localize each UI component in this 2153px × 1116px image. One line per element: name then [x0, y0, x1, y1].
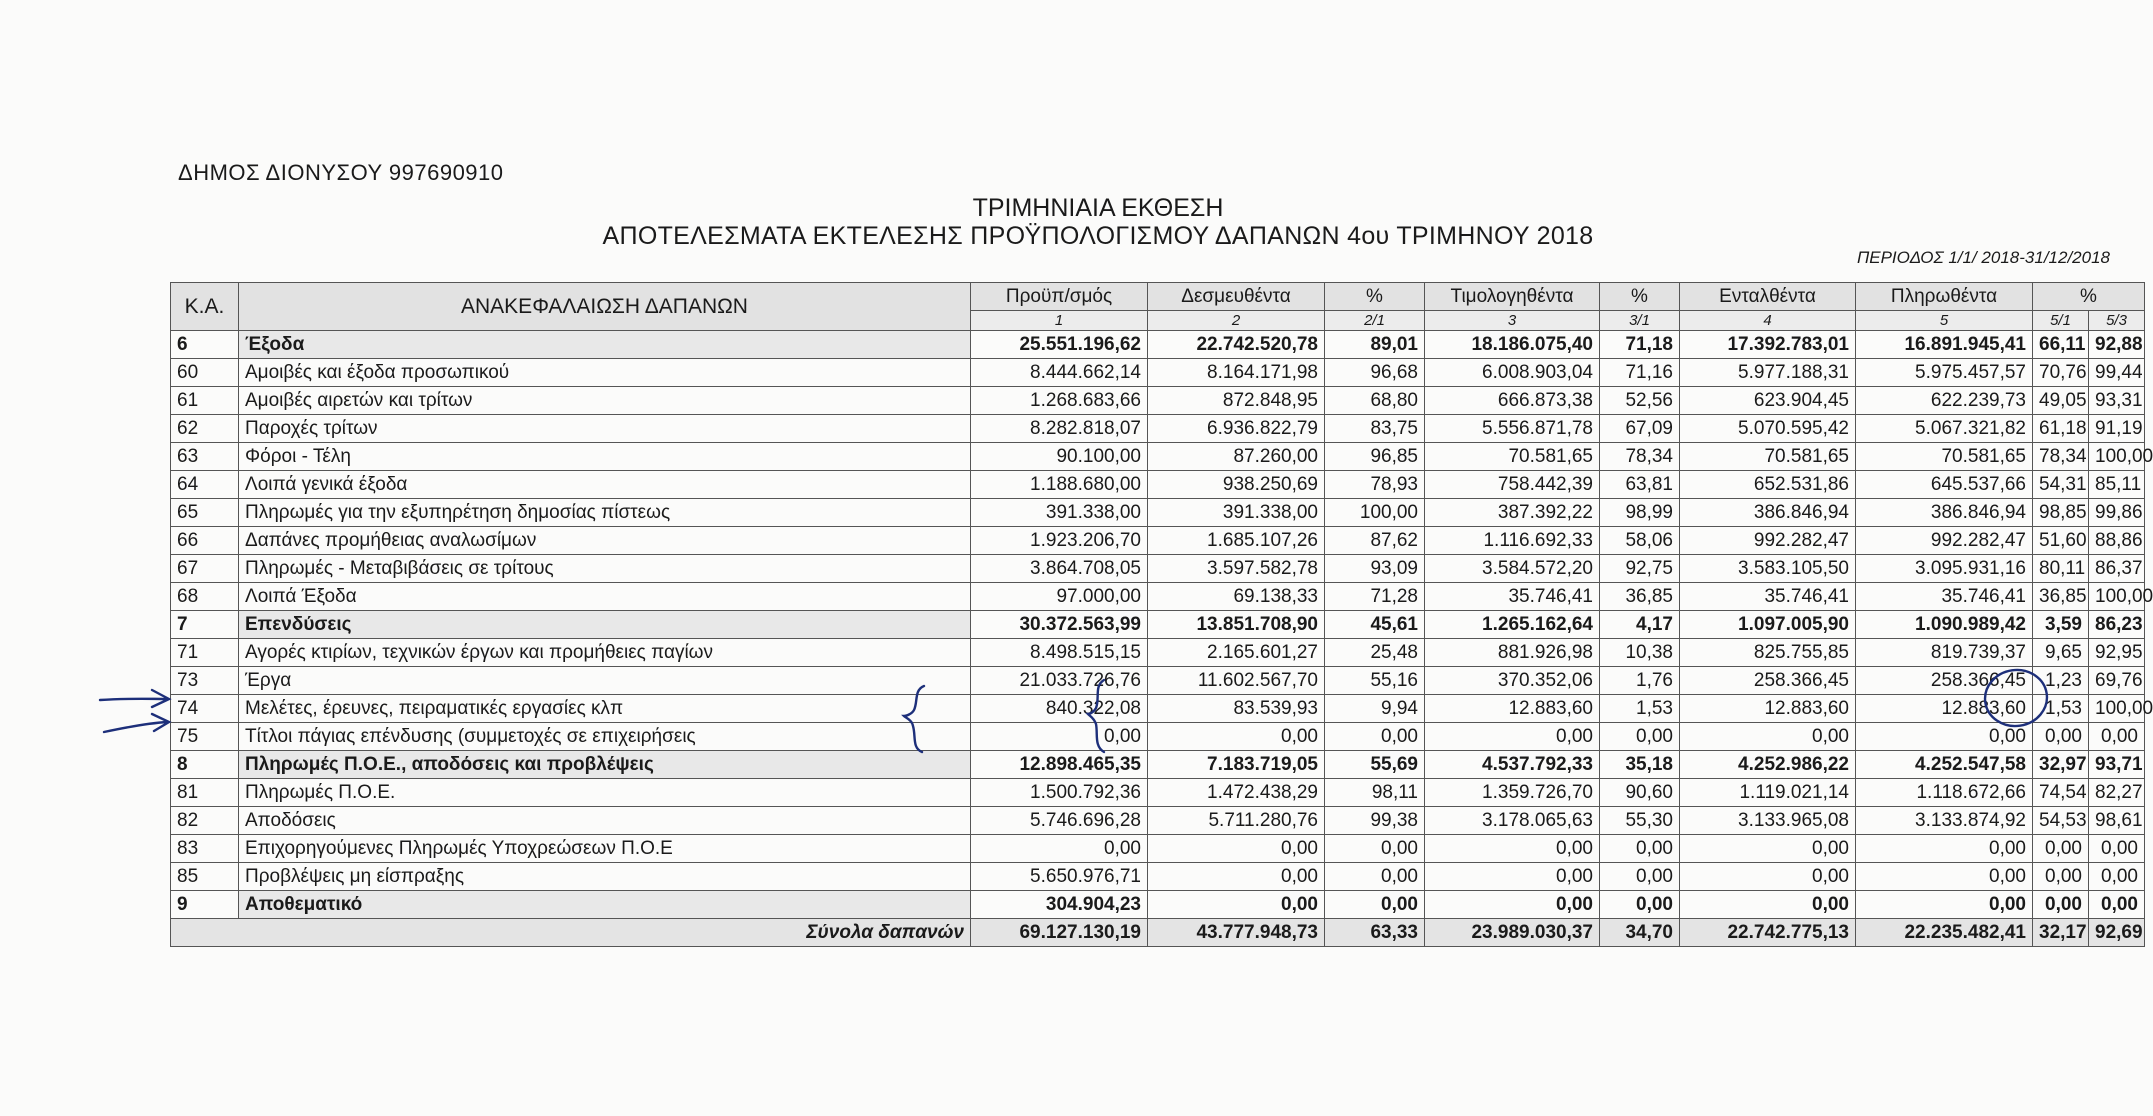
cell-invoiced: 3.584.572,20 [1425, 555, 1600, 583]
cell-pct-committed: 0,00 [1325, 891, 1425, 919]
cell-budget: 21.033.726,76 [971, 667, 1148, 695]
cell-ordered: 5.977.188,31 [1680, 359, 1856, 387]
cell-pct-paid-budget: 80,11 [2033, 555, 2089, 583]
cell-committed: 0,00 [1148, 723, 1325, 751]
cell-committed: 6.936.822,79 [1148, 415, 1325, 443]
cell-invoiced: 1.116.692,33 [1425, 527, 1600, 555]
cell-pct-paid-invoiced: 0,00 [2089, 891, 2145, 919]
cell-pct-committed: 0,00 [1325, 863, 1425, 891]
cell-pct-committed: 96,68 [1325, 359, 1425, 387]
cell-budget: 8.444.662,14 [971, 359, 1148, 387]
cell-invoiced: 3.178.065,63 [1425, 807, 1600, 835]
table-row [171, 723, 2145, 751]
cell-ka: 68 [171, 583, 239, 611]
cell-paid: 0,00 [1856, 835, 2033, 863]
cell-invoiced: 666.873,38 [1425, 387, 1600, 415]
cell-pct-paid-budget: 0,00 [2033, 891, 2089, 919]
cell-pct-paid-budget: 61,18 [2033, 415, 2089, 443]
table-row [171, 863, 2145, 891]
cell-pct-invoiced: 90,60 [1600, 779, 1680, 807]
cell-paid: 5.067.321,82 [1856, 415, 2033, 443]
total-budget: 69.127.130,19 [971, 919, 1148, 947]
total-pct-paid-budget: 32,17 [2033, 919, 2089, 947]
cell-ka: 81 [171, 779, 239, 807]
cell-invoiced: 0,00 [1425, 863, 1600, 891]
cell-invoiced: 0,00 [1425, 723, 1600, 751]
cell-invoiced: 6.008.903,04 [1425, 359, 1600, 387]
cell-pct-paid-invoiced: 91,19 [2089, 415, 2145, 443]
cell-pct-invoiced: 63,81 [1600, 471, 1680, 499]
cell-pct-paid-budget: 9,65 [2033, 639, 2089, 667]
total-invoiced: 23.989.030,37 [1425, 919, 1600, 947]
cell-invoiced: 18.186.075,40 [1425, 331, 1600, 359]
cell-budget: 391.338,00 [971, 499, 1148, 527]
report-title: ΤΡΙΜΗΝΙΑΙΑ ΕΚΘΕΣΗ [972, 194, 1224, 222]
cell-pct-paid-invoiced: 0,00 [2089, 723, 2145, 751]
cell-pct-committed: 89,01 [1325, 331, 1425, 359]
cell-pct-committed: 78,93 [1325, 471, 1425, 499]
cell-committed: 0,00 [1148, 891, 1325, 919]
cell-pct-invoiced: 36,85 [1600, 583, 1680, 611]
cell-pct-committed: 9,94 [1325, 695, 1425, 723]
cell-pct-paid-invoiced: 86,23 [2089, 611, 2145, 639]
cell-ka: 85 [171, 863, 239, 891]
report-period: ΠΕΡΙΟΔΟΣ 1/1/ 2018-31/12/2018 [1856, 248, 2110, 267]
cell-pct-invoiced: 10,38 [1600, 639, 1680, 667]
cell-budget: 0,00 [971, 835, 1148, 863]
cell-paid: 3.095.931,16 [1856, 555, 2033, 583]
cell-pct-committed: 87,62 [1325, 527, 1425, 555]
cell-budget: 97.000,00 [971, 583, 1148, 611]
table-row [171, 779, 2145, 807]
cell-description: Μελέτες, έρευνες, πειραματικές εργασίες κλπ [239, 695, 971, 723]
cell-pct-paid-invoiced: 99,86 [2089, 499, 2145, 527]
table-row [171, 331, 2145, 359]
cell-description: Έξοδα [239, 331, 971, 359]
cell-pct-invoiced: 1,76 [1600, 667, 1680, 695]
cell-pct-paid-budget: 32,97 [2033, 751, 2089, 779]
col-header-description: ΑΝΑΚΕΦΑΛΑΙΩΣΗ ΔΑΠΑΝΩΝ [239, 283, 971, 331]
cell-description: Πληρωμές Π.Ο.Ε., αποδόσεις και προβλέψεις [239, 751, 971, 779]
cell-committed: 87.260,00 [1148, 443, 1325, 471]
table-row [171, 583, 2145, 611]
cell-description: Αμοιβές αιρετών και τρίτων [239, 387, 971, 415]
cell-pct-paid-budget: 0,00 [2033, 723, 2089, 751]
cell-budget: 5.746.696,28 [971, 807, 1148, 835]
cell-committed: 8.164.171,98 [1148, 359, 1325, 387]
cell-pct-paid-budget: 49,05 [2033, 387, 2089, 415]
cell-ka: 65 [171, 499, 239, 527]
cell-pct-paid-invoiced: 82,27 [2089, 779, 2145, 807]
cell-pct-paid-invoiced: 100,00 [2089, 695, 2145, 723]
pen-arrow-icon-row-74 [104, 714, 169, 732]
cell-ka: 63 [171, 443, 239, 471]
total-ordered: 22.742.775,13 [1680, 919, 1856, 947]
cell-pct-paid-budget: 1,53 [2033, 695, 2089, 723]
cell-ka: 61 [171, 387, 239, 415]
cell-budget: 304.904,23 [971, 891, 1148, 919]
cell-ka: 6 [171, 331, 239, 359]
cell-committed: 1.685.107,26 [1148, 527, 1325, 555]
cell-committed: 11.602.567,70 [1148, 667, 1325, 695]
table-row [171, 359, 2145, 387]
cell-ordered: 1.097.005,90 [1680, 611, 1856, 639]
cell-pct-paid-budget: 70,76 [2033, 359, 2089, 387]
cell-pct-committed: 55,69 [1325, 751, 1425, 779]
cell-budget: 1.500.792,36 [971, 779, 1148, 807]
pen-arrow-icon-row-73 [100, 690, 169, 707]
table-row [171, 471, 2145, 499]
subheader-pct-invoiced: 3/1 [1600, 311, 1680, 331]
cell-invoiced: 758.442,39 [1425, 471, 1600, 499]
cell-pct-paid-budget: 74,54 [2033, 779, 2089, 807]
cell-pct-paid-invoiced: 100,00 [2089, 443, 2145, 471]
cell-description: Λοιπά γενικά έξοδα [239, 471, 971, 499]
subheader-ordered: 4 [1680, 311, 1856, 331]
cell-committed: 3.597.582,78 [1148, 555, 1325, 583]
table-row [171, 695, 2145, 723]
cell-ka: 64 [171, 471, 239, 499]
cell-pct-committed: 25,48 [1325, 639, 1425, 667]
cell-description: Πληρωμές για την εξυπηρέτηση δημοσίας πίστεως [239, 499, 971, 527]
cell-committed: 2.165.601,27 [1148, 639, 1325, 667]
cell-pct-committed: 0,00 [1325, 723, 1425, 751]
cell-paid: 12.883,60 [1856, 695, 2033, 723]
cell-pct-invoiced: 71,18 [1600, 331, 1680, 359]
cell-committed: 0,00 [1148, 863, 1325, 891]
cell-description: Φόροι - Τέλη [239, 443, 971, 471]
cell-ordered: 3.133.965,08 [1680, 807, 1856, 835]
cell-ka: 67 [171, 555, 239, 583]
cell-pct-committed: 83,75 [1325, 415, 1425, 443]
cell-ordered: 0,00 [1680, 863, 1856, 891]
subheader-invoiced: 3 [1425, 311, 1600, 331]
cell-paid: 992.282,47 [1856, 527, 2033, 555]
total-paid: 22.235.482,41 [1856, 919, 2033, 947]
table-row [171, 415, 2145, 443]
cell-budget: 90.100,00 [971, 443, 1148, 471]
cell-invoiced: 1.359.726,70 [1425, 779, 1600, 807]
cell-ka: 82 [171, 807, 239, 835]
cell-pct-paid-budget: 0,00 [2033, 863, 2089, 891]
table-header-row [171, 283, 2145, 311]
cell-pct-committed: 45,61 [1325, 611, 1425, 639]
cell-description: Αγορές κτιρίων, τεχνικών έργων και προμήθειες παγίων [239, 639, 971, 667]
cell-pct-paid-invoiced: 99,44 [2089, 359, 2145, 387]
cell-budget: 1.188.680,00 [971, 471, 1148, 499]
cell-description: Επενδύσεις [239, 611, 971, 639]
cell-pct-paid-invoiced: 93,31 [2089, 387, 2145, 415]
table-row [171, 639, 2145, 667]
cell-ordered: 0,00 [1680, 835, 1856, 863]
cell-invoiced: 35.746,41 [1425, 583, 1600, 611]
cell-pct-invoiced: 0,00 [1600, 723, 1680, 751]
cell-pct-invoiced: 0,00 [1600, 891, 1680, 919]
subheader-pct-paid-budget: 5/1 [2033, 311, 2089, 331]
total-pct-paid-invoiced: 92,69 [2089, 919, 2145, 947]
cell-paid: 3.133.874,92 [1856, 807, 2033, 835]
cell-committed: 69.138,33 [1148, 583, 1325, 611]
cell-pct-invoiced: 98,99 [1600, 499, 1680, 527]
cell-paid: 1.090.989,42 [1856, 611, 2033, 639]
cell-budget: 12.898.465,35 [971, 751, 1148, 779]
cell-paid: 0,00 [1856, 723, 2033, 751]
cell-ordered: 35.746,41 [1680, 583, 1856, 611]
cell-pct-committed: 93,09 [1325, 555, 1425, 583]
cell-invoiced: 12.883,60 [1425, 695, 1600, 723]
cell-pct-paid-invoiced: 88,86 [2089, 527, 2145, 555]
col-header-paid: Πληρωθέντα [1856, 283, 2033, 311]
cell-description: Επιχορηγούμενες Πληρωμές Υποχρεώσεων Π.Ο.Ε [239, 835, 971, 863]
col-header-pct-paid: % [2033, 283, 2145, 311]
cell-invoiced: 0,00 [1425, 891, 1600, 919]
cell-ordered: 623.904,45 [1680, 387, 1856, 415]
cell-pct-committed: 96,85 [1325, 443, 1425, 471]
cell-ka: 66 [171, 527, 239, 555]
cell-ordered: 258.366,45 [1680, 667, 1856, 695]
total-pct-invoiced: 34,70 [1600, 919, 1680, 947]
cell-ordered: 0,00 [1680, 891, 1856, 919]
cell-pct-paid-budget: 54,31 [2033, 471, 2089, 499]
cell-ordered: 992.282,47 [1680, 527, 1856, 555]
cell-ka: 62 [171, 415, 239, 443]
cell-pct-committed: 71,28 [1325, 583, 1425, 611]
cell-pct-paid-budget: 3,59 [2033, 611, 2089, 639]
cell-description: Λοιπά Έξοδα [239, 583, 971, 611]
cell-paid: 622.239,73 [1856, 387, 2033, 415]
cell-invoiced: 387.392,22 [1425, 499, 1600, 527]
cell-committed: 5.711.280,76 [1148, 807, 1325, 835]
cell-pct-paid-budget: 0,00 [2033, 835, 2089, 863]
cell-invoiced: 70.581,65 [1425, 443, 1600, 471]
cell-ordered: 825.755,85 [1680, 639, 1856, 667]
cell-budget: 8.282.818,07 [971, 415, 1148, 443]
cell-paid: 258.366,45 [1856, 667, 2033, 695]
cell-ka: 83 [171, 835, 239, 863]
cell-pct-committed: 68,80 [1325, 387, 1425, 415]
organization-name: ΔΗΜΟΣ ΔΙΟΝΥΣΟΥ 997690910 [178, 160, 504, 185]
cell-committed: 938.250,69 [1148, 471, 1325, 499]
report-subtitle: ΑΠΟΤΕΛΕΣΜΑΤΑ ΕΚΤΕΛΕΣΗΣ ΠΡΟΫΠΟΛΟΓΙΣΜΟΥ ΔΑΠΑΝΩΝ 4ου ΤΡΙΜΗΝΟΥ 2018 [602, 222, 1594, 250]
cell-committed: 22.742.520,78 [1148, 331, 1325, 359]
cell-invoiced: 0,00 [1425, 835, 1600, 863]
cell-description: Προβλέψεις μη είσπραξης [239, 863, 971, 891]
cell-budget: 3.864.708,05 [971, 555, 1148, 583]
cell-ordered: 652.531,86 [1680, 471, 1856, 499]
col-header-invoiced: Τιμολογηθέντα [1425, 283, 1600, 311]
cell-pct-invoiced: 35,18 [1600, 751, 1680, 779]
cell-ordered: 4.252.986,22 [1680, 751, 1856, 779]
col-header-budget: Προϋπ/σμός [971, 283, 1148, 311]
cell-ka: 71 [171, 639, 239, 667]
cell-ka: 7 [171, 611, 239, 639]
table-row [171, 807, 2145, 835]
total-committed: 43.777.948,73 [1148, 919, 1325, 947]
cell-committed: 7.183.719,05 [1148, 751, 1325, 779]
cell-budget: 25.551.196,62 [971, 331, 1148, 359]
cell-ordered: 1.119.021,14 [1680, 779, 1856, 807]
cell-description: Αμοιβές και έξοδα προσωπικού [239, 359, 971, 387]
col-header-committed: Δεσμευθέντα [1148, 283, 1325, 311]
cell-budget: 0,00 [971, 723, 1148, 751]
cell-pct-invoiced: 92,75 [1600, 555, 1680, 583]
cell-invoiced: 881.926,98 [1425, 639, 1600, 667]
cell-ordered: 0,00 [1680, 723, 1856, 751]
cell-pct-invoiced: 0,00 [1600, 863, 1680, 891]
cell-pct-paid-invoiced: 86,37 [2089, 555, 2145, 583]
cell-pct-paid-invoiced: 100,00 [2089, 583, 2145, 611]
cell-committed: 0,00 [1148, 835, 1325, 863]
cell-ordered: 17.392.783,01 [1680, 331, 1856, 359]
table-row [171, 667, 2145, 695]
cell-pct-paid-invoiced: 93,71 [2089, 751, 2145, 779]
cell-pct-invoiced: 71,16 [1600, 359, 1680, 387]
col-header-ka: Κ.Α. [171, 283, 239, 331]
cell-pct-paid-invoiced: 0,00 [2089, 835, 2145, 863]
subheader-pct-paid-invoiced: 5/3 [2089, 311, 2145, 331]
cell-pct-committed: 100,00 [1325, 499, 1425, 527]
cell-paid: 35.746,41 [1856, 583, 2033, 611]
cell-pct-paid-invoiced: 98,61 [2089, 807, 2145, 835]
cell-pct-committed: 0,00 [1325, 835, 1425, 863]
cell-description: Έργα [239, 667, 971, 695]
cell-ka: 74 [171, 695, 239, 723]
table-row [171, 555, 2145, 583]
table-row [171, 611, 2145, 639]
cell-pct-paid-budget: 98,85 [2033, 499, 2089, 527]
cell-ordered: 70.581,65 [1680, 443, 1856, 471]
cell-paid: 645.537,66 [1856, 471, 2033, 499]
cell-pct-paid-budget: 1,23 [2033, 667, 2089, 695]
cell-ka: 9 [171, 891, 239, 919]
table-row [171, 527, 2145, 555]
cell-invoiced: 1.265.162,64 [1425, 611, 1600, 639]
col-header-pct-invoiced: % [1600, 283, 1680, 311]
cell-budget: 840.322,08 [971, 695, 1148, 723]
cell-budget: 1.268.683,66 [971, 387, 1148, 415]
cell-pct-paid-budget: 54,53 [2033, 807, 2089, 835]
cell-pct-paid-budget: 36,85 [2033, 583, 2089, 611]
cell-ka: 8 [171, 751, 239, 779]
totals-row [171, 919, 2145, 947]
table-row [171, 443, 2145, 471]
cell-ordered: 5.070.595,42 [1680, 415, 1856, 443]
cell-ordered: 386.846,94 [1680, 499, 1856, 527]
cell-pct-committed: 98,11 [1325, 779, 1425, 807]
cell-description: Αποδόσεις [239, 807, 971, 835]
cell-pct-paid-invoiced: 92,88 [2089, 331, 2145, 359]
table-row [171, 499, 2145, 527]
totals-label: Σύνολα δαπανών [171, 919, 971, 947]
cell-pct-invoiced: 52,56 [1600, 387, 1680, 415]
total-pct-committed: 63,33 [1325, 919, 1425, 947]
cell-pct-paid-invoiced: 69,76 [2089, 667, 2145, 695]
cell-paid: 0,00 [1856, 891, 2033, 919]
cell-pct-invoiced: 1,53 [1600, 695, 1680, 723]
table-body [171, 331, 2153, 919]
expenses-table [170, 282, 2153, 947]
table-row [171, 891, 2145, 919]
cell-pct-invoiced: 58,06 [1600, 527, 1680, 555]
cell-pct-invoiced: 4,17 [1600, 611, 1680, 639]
cell-budget: 1.923.206,70 [971, 527, 1148, 555]
cell-budget: 8.498.515,15 [971, 639, 1148, 667]
cell-pct-invoiced: 55,30 [1600, 807, 1680, 835]
cell-committed: 391.338,00 [1148, 499, 1325, 527]
cell-committed: 1.472.438,29 [1148, 779, 1325, 807]
cell-budget: 5.650.976,71 [971, 863, 1148, 891]
subheader-pct-committed: 2/1 [1325, 311, 1425, 331]
cell-invoiced: 370.352,06 [1425, 667, 1600, 695]
cell-paid: 4.252.547,58 [1856, 751, 2033, 779]
cell-pct-paid-budget: 78,34 [2033, 443, 2089, 471]
cell-ka: 73 [171, 667, 239, 695]
cell-ka: 60 [171, 359, 239, 387]
cell-ordered: 12.883,60 [1680, 695, 1856, 723]
subheader-budget: 1 [971, 311, 1148, 331]
cell-pct-invoiced: 0,00 [1600, 835, 1680, 863]
cell-pct-committed: 55,16 [1325, 667, 1425, 695]
cell-description: Παροχές τρίτων [239, 415, 971, 443]
cell-paid: 0,00 [1856, 863, 2033, 891]
cell-pct-committed: 99,38 [1325, 807, 1425, 835]
table-row [171, 751, 2145, 779]
cell-committed: 13.851.708,90 [1148, 611, 1325, 639]
cell-pct-paid-invoiced: 0,00 [2089, 863, 2145, 891]
cell-ordered: 3.583.105,50 [1680, 555, 1856, 583]
cell-committed: 872.848,95 [1148, 387, 1325, 415]
cell-paid: 1.118.672,66 [1856, 779, 2033, 807]
cell-pct-paid-invoiced: 92,95 [2089, 639, 2145, 667]
cell-description: Τίτλοι πάγιας επένδυσης (συμμετοχές σε επιχειρήσεις [239, 723, 971, 751]
col-header-ordered: Ενταλθέντα [1680, 283, 1856, 311]
col-header-pct-committed: % [1325, 283, 1425, 311]
cell-paid: 5.975.457,57 [1856, 359, 2033, 387]
cell-description: Πληρωμές Π.Ο.Ε. [239, 779, 971, 807]
cell-pct-paid-invoiced: 85,11 [2089, 471, 2145, 499]
cell-invoiced: 5.556.871,78 [1425, 415, 1600, 443]
cell-ka: 75 [171, 723, 239, 751]
cell-paid: 70.581,65 [1856, 443, 2033, 471]
cell-description: Πληρωμές - Μεταβιβάσεις σε τρίτους [239, 555, 971, 583]
cell-pct-invoiced: 78,34 [1600, 443, 1680, 471]
cell-pct-paid-budget: 66,11 [2033, 331, 2089, 359]
cell-paid: 819.739,37 [1856, 639, 2033, 667]
cell-description: Δαπάνες προμήθειας αναλωσίμων [239, 527, 971, 555]
cell-pct-paid-budget: 51,60 [2033, 527, 2089, 555]
cell-paid: 16.891.945,41 [1856, 331, 2033, 359]
cell-invoiced: 4.537.792,33 [1425, 751, 1600, 779]
cell-committed: 83.539,93 [1148, 695, 1325, 723]
cell-pct-invoiced: 67,09 [1600, 415, 1680, 443]
table-row [171, 387, 2145, 415]
cell-description: Αποθεματικό [239, 891, 971, 919]
subheader-paid: 5 [1856, 311, 2033, 331]
subheader-committed: 2 [1148, 311, 1325, 331]
table-row [171, 835, 2145, 863]
cell-budget: 30.372.563,99 [971, 611, 1148, 639]
cell-paid: 386.846,94 [1856, 499, 2033, 527]
